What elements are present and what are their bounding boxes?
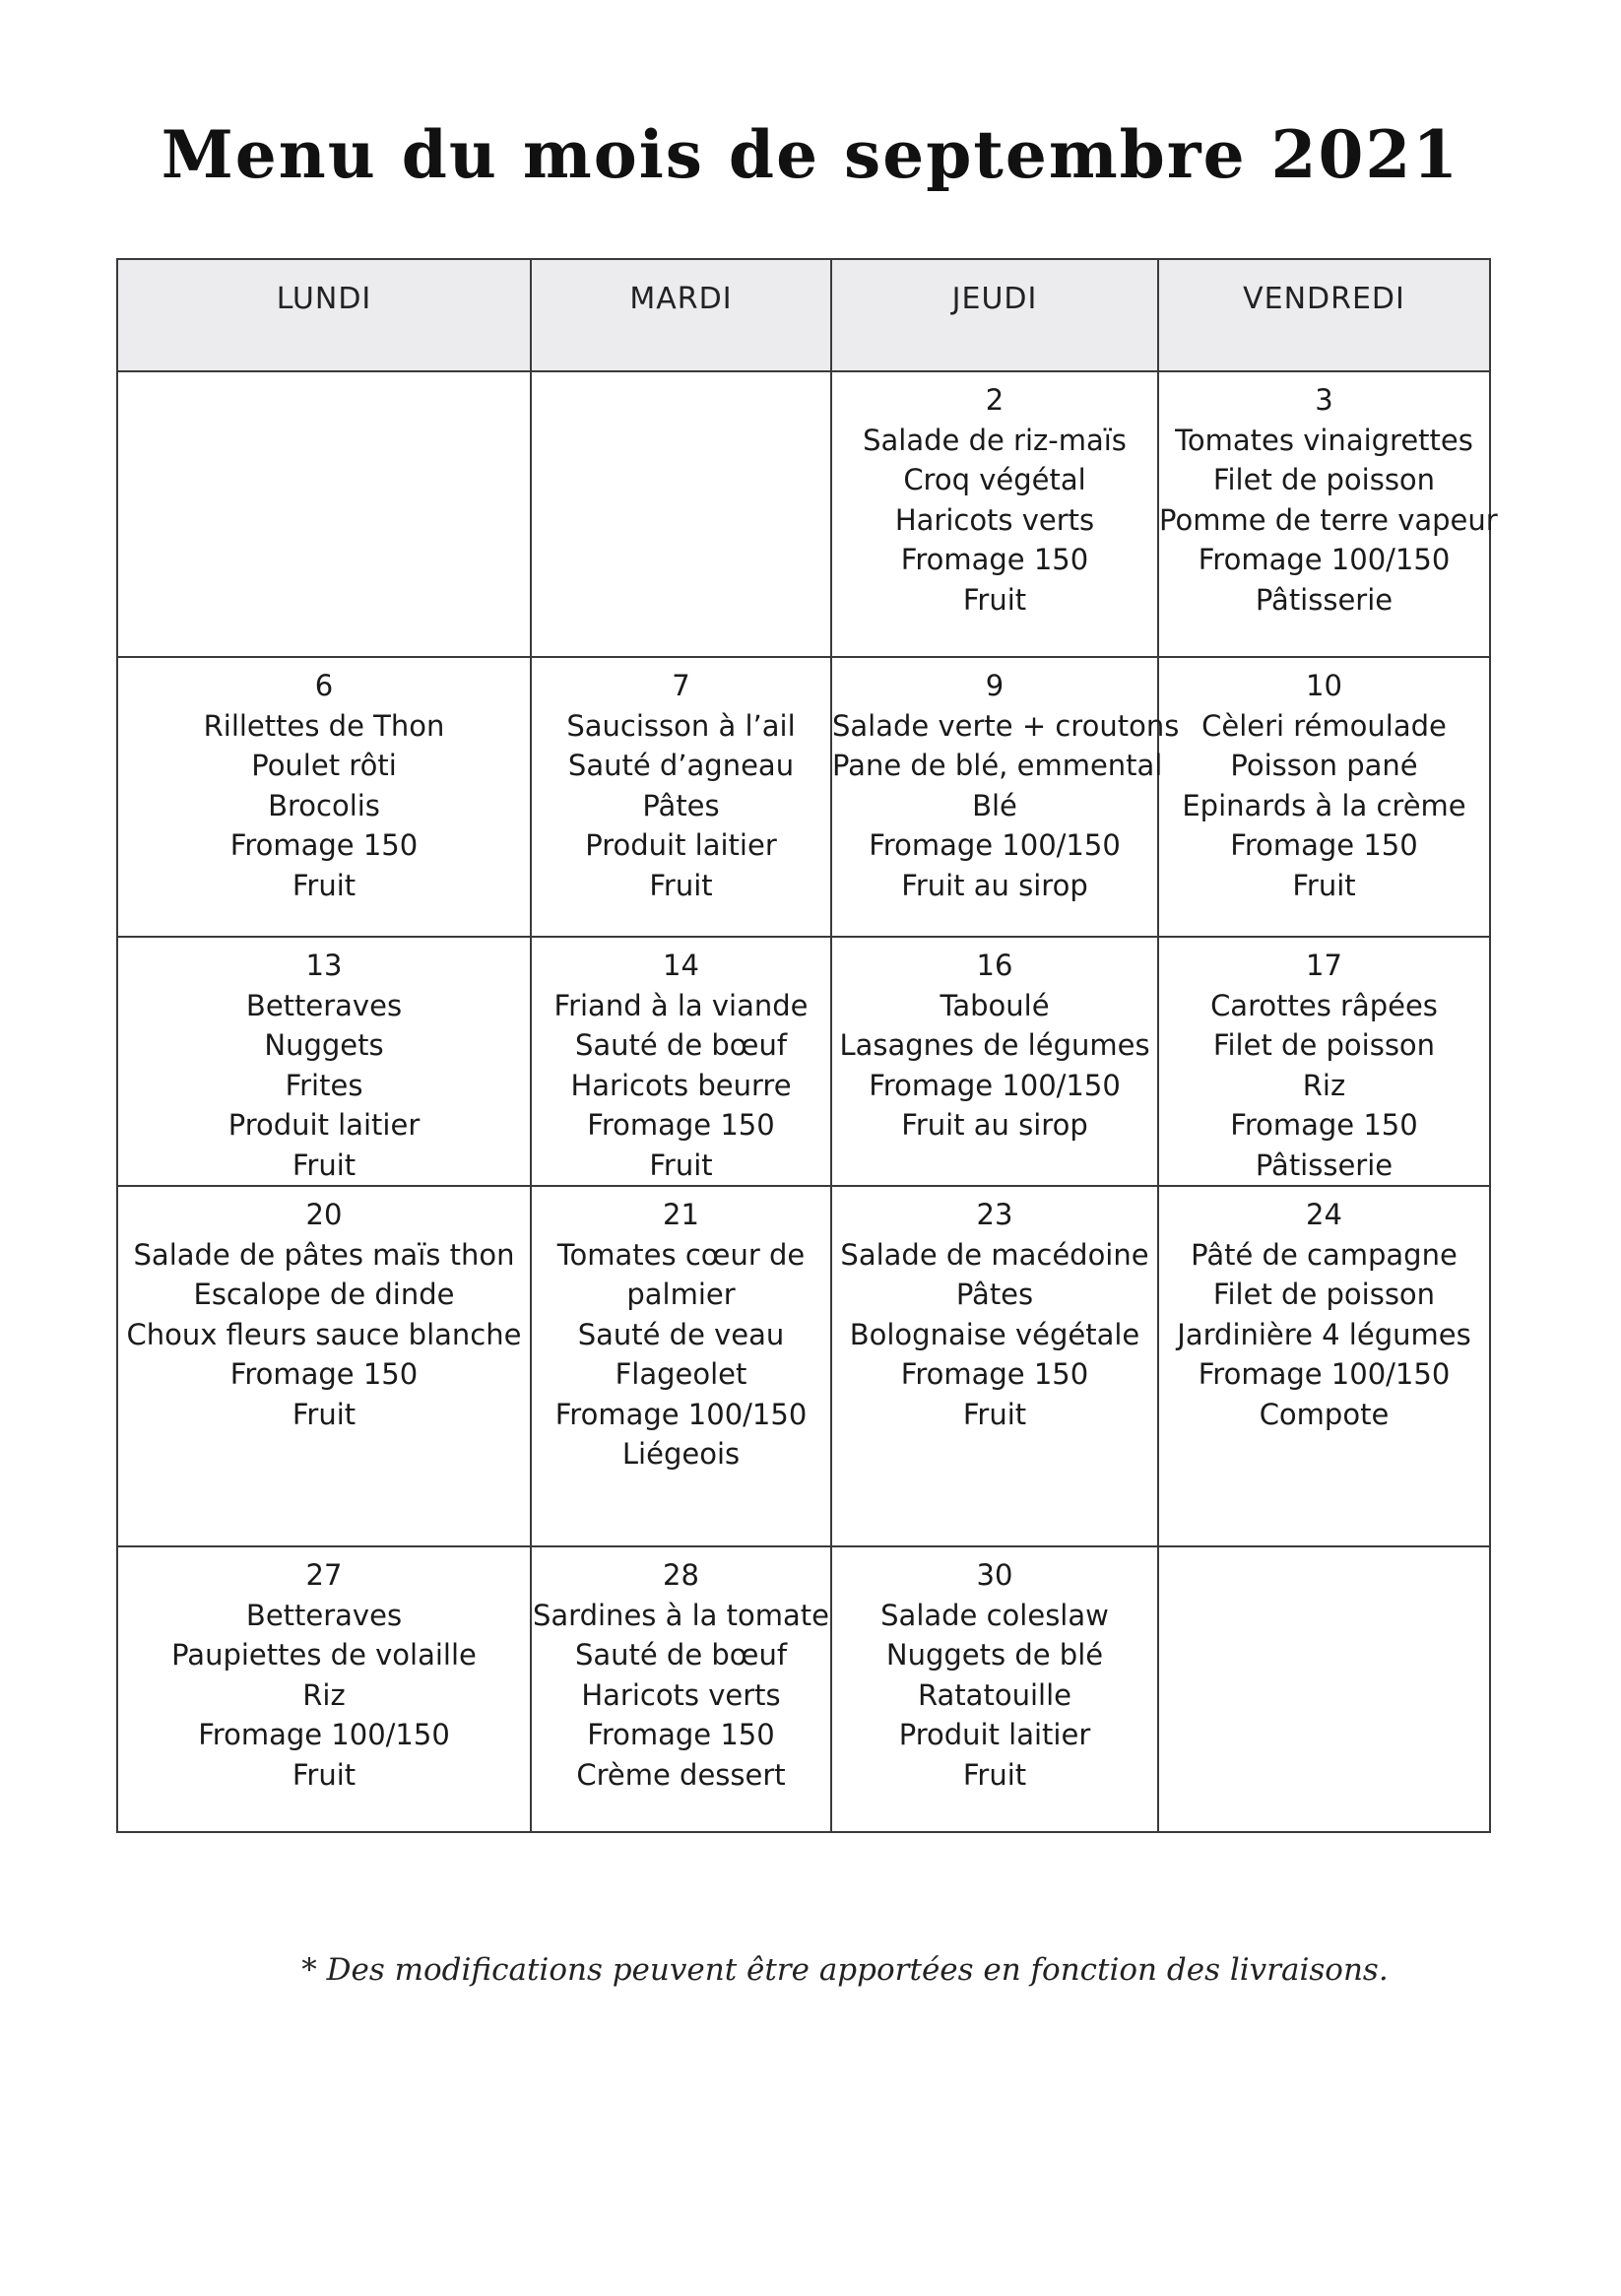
day-cell (831, 657, 1180, 937)
dish-item: Poulet rôti (251, 749, 397, 782)
dish-item: Compote (1259, 1397, 1390, 1431)
dish-item: Cèleri rémoulade (1201, 708, 1447, 743)
dish-item: Fromage 100/150 (198, 1718, 450, 1751)
day-cell (117, 1186, 531, 1546)
dish-item: Saucisson à l’ail (566, 708, 796, 743)
dish-item: Fruit (1292, 868, 1356, 902)
dish-item: Sauté d’agneau (567, 749, 795, 782)
day-cell (531, 1546, 831, 1832)
dish-item: Produit laitier (585, 828, 777, 862)
dish-item: Choux fleurs sauce blanche (126, 1317, 522, 1351)
day-number: 2 (985, 383, 1005, 417)
day-cell (1158, 657, 1490, 937)
dish-item: Tomates vinaigrettes (1175, 423, 1473, 457)
week-row (117, 657, 1490, 937)
dish-item: Pâtisserie (1255, 582, 1394, 617)
dish-item: Poisson pané (1230, 749, 1418, 782)
day-number: 30 (976, 1558, 1013, 1592)
dish-item: Filet de poisson (1212, 1028, 1436, 1062)
dish-item: Fruit (292, 1148, 357, 1182)
dish-item: Filet de poisson (1212, 463, 1436, 496)
dish-item: Blé (972, 788, 1017, 822)
day-number: 23 (976, 1198, 1013, 1231)
day-cell (831, 1186, 1158, 1546)
dish-item: Carottes râpées (1210, 988, 1438, 1022)
day-number: 21 (663, 1198, 699, 1231)
dish-item: Haricots beurre (570, 1068, 792, 1102)
day-cell (531, 1186, 831, 1546)
day-cell (831, 371, 1158, 657)
dish-item: Fruit (292, 1397, 357, 1431)
day-cell (117, 657, 531, 937)
dish-item: Fromage 100/150 (1198, 543, 1451, 576)
dish-item: Fromage 150 (1230, 1108, 1418, 1142)
dish-item: Bolognaise végétale (849, 1317, 1140, 1351)
dish-item: Crème dessert (576, 1757, 786, 1792)
dish-item: Salade de riz-maïs (863, 423, 1127, 457)
day-number: 28 (663, 1558, 699, 1592)
dish-item: Sauté de bœuf (574, 1638, 788, 1672)
dish-item: Pomme de terre vapeur (1159, 502, 1498, 537)
day-number: 24 (1306, 1198, 1342, 1231)
day-cell (1158, 1186, 1490, 1546)
dish-item: Fromage 150 (587, 1718, 775, 1751)
day-cell (831, 937, 1158, 1186)
empty-day-cell (1158, 1546, 1490, 1832)
dish-item: Sauté de veau (577, 1317, 785, 1351)
dish-item: Betteraves (245, 988, 403, 1022)
dish-item: Fruit (962, 1757, 1027, 1792)
dish-item: Fromage 100/150 (869, 828, 1121, 862)
day-cell (531, 657, 831, 937)
day-number: 3 (1315, 383, 1333, 417)
page-title: Menu du mois de septembre 2021 (161, 116, 1460, 193)
day-cell (1158, 371, 1498, 657)
dish-item: Lasagnes de légumes (839, 1028, 1150, 1062)
dish-item: Croq végétal (903, 463, 1086, 496)
dish-item: Fruit (292, 1757, 357, 1792)
dish-item: Liégeois (621, 1437, 741, 1471)
day-cell (117, 937, 531, 1186)
day-cell (117, 1546, 531, 1832)
day-cell (1158, 937, 1490, 1186)
dish-item: Produit laitier (227, 1108, 421, 1142)
dish-item: Fromage 100/150 (869, 1068, 1121, 1102)
dish-item: Pâtes (642, 788, 720, 822)
dish-item: Escalope de dinde (193, 1278, 455, 1311)
dish-item: Fromage 150 (229, 1357, 419, 1391)
menu-table (116, 258, 1498, 1833)
dish-item: Rillettes de Thon (203, 708, 445, 743)
header-row (117, 259, 1490, 371)
dish-item: Fruit (962, 1397, 1027, 1431)
dish-item: Jardinière 4 légumes (1177, 1317, 1471, 1351)
dish-item: Fruit au sirop (901, 1108, 1088, 1142)
dish-item: Ratatouille (918, 1677, 1071, 1712)
week-row (117, 1546, 1490, 1832)
dish-item: Brocolis (268, 788, 380, 822)
dish-item: Fromage 150 (1230, 828, 1418, 862)
dish-item: Friand à la viande (553, 988, 809, 1022)
dish-item: Fromage 100/150 (554, 1397, 808, 1431)
dish-item: Epinards à la crème (1182, 788, 1466, 822)
dish-item: Pane de blé, emmental (832, 749, 1163, 782)
empty-day-cell (117, 371, 531, 657)
day-cell (831, 1546, 1158, 1832)
dish-item: Tomates cœur de (556, 1237, 806, 1272)
day-number: 13 (305, 949, 343, 982)
day-number: 7 (672, 669, 690, 702)
dish-item: Betteraves (245, 1598, 403, 1632)
dish-item: Sardines à la tomate (533, 1598, 829, 1632)
dish-item: Nuggets (264, 1028, 384, 1062)
dish-item: Fruit (649, 1148, 713, 1182)
week-row (117, 1186, 1490, 1546)
dish-item: Fromage 100/150 (1198, 1357, 1451, 1391)
column-header-vendredi: VENDREDI (1158, 259, 1490, 371)
dish-item: Riz (302, 1677, 346, 1712)
dish-item: Flageolet (615, 1357, 747, 1391)
dish-item: Fruit (292, 868, 357, 902)
day-number: 20 (305, 1198, 343, 1231)
dish-item: Fruit (962, 582, 1027, 617)
dish-item: Filet de poisson (1212, 1278, 1436, 1311)
dish-item: Fromage 150 (587, 1108, 775, 1142)
dish-item: Pâtisserie (1255, 1148, 1394, 1182)
dish-item: Paupiettes de volaille (171, 1638, 477, 1672)
dish-item: Fromage 150 (900, 1357, 1089, 1391)
day-number: 6 (314, 669, 334, 702)
dish-item: Fromage 150 (229, 828, 419, 862)
dish-item: Fruit (649, 868, 713, 902)
dish-item: Frites (285, 1068, 363, 1102)
column-header-mardi: MARDI (531, 259, 831, 371)
day-number: 10 (1306, 669, 1342, 702)
day-number: 14 (663, 949, 699, 982)
dish-item: Salade de macédoine (840, 1237, 1149, 1272)
dish-item: Pâté de campagne (1191, 1237, 1458, 1272)
dish-item: Salade coleslaw (880, 1598, 1109, 1632)
footnote: * Des modifications peuvent être apportées en fonction des livraisons. (301, 1952, 1389, 1988)
day-number: 9 (985, 669, 1005, 702)
dish-item: Fromage 150 (900, 543, 1089, 576)
column-header-jeudi: JEUDI (831, 259, 1158, 371)
dish-item: Nuggets de blé (885, 1638, 1104, 1672)
dish-item: Fruit au sirop (901, 868, 1088, 902)
dish-item: Riz (1302, 1068, 1346, 1102)
dish-item: Salade de pâtes maïs thon (133, 1237, 515, 1272)
dish-item: Produit laitier (898, 1718, 1091, 1751)
dish-item: Haricots verts (894, 502, 1095, 537)
day-cell (531, 937, 831, 1186)
dish-item: Pâtes (955, 1278, 1034, 1311)
day-number: 27 (305, 1558, 343, 1592)
dish-item: Haricots verts (581, 1677, 781, 1712)
dish-item: Sauté de bœuf (574, 1028, 788, 1062)
week-row (117, 371, 1490, 657)
dish-item: Taboulé (940, 988, 1050, 1022)
column-header-lundi: LUNDI (117, 259, 531, 371)
menu-body (117, 371, 1498, 1832)
day-number: 16 (976, 949, 1013, 982)
empty-day-cell (531, 371, 831, 657)
dish-item: palmier (626, 1278, 736, 1311)
week-row (117, 937, 1490, 1186)
dish-item: Salade verte + croutons (832, 708, 1180, 743)
day-number: 17 (1306, 949, 1342, 982)
